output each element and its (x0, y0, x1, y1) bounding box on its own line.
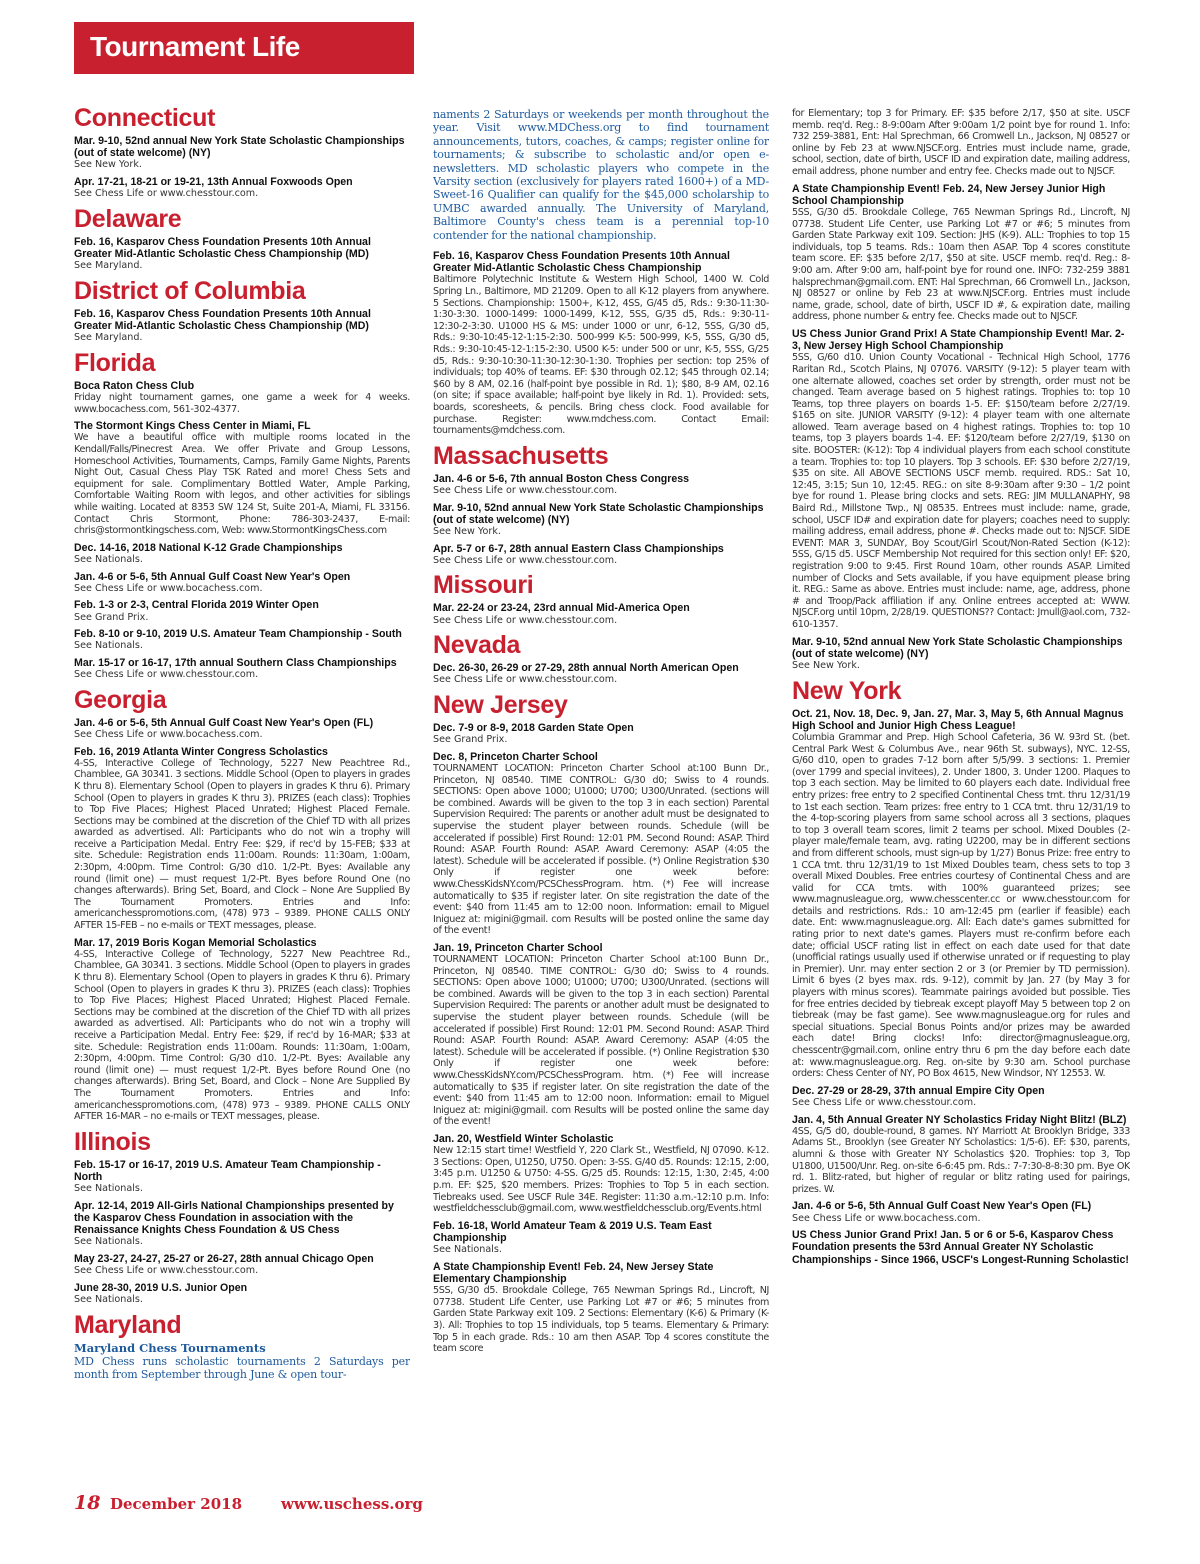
event-listing (74, 937, 410, 1123)
event-details: 4-SS, Interactive College of Technology, 5227 New Peachtree Rd., Chamblee, GA 30341. 3 sections. Middle School (Open to players in grades K thru 8). Elementary School (Open to players in grades K thru 6). Primary School (Open to players in grades K thru 3). PRIZES (each class): Trophies to Top Five Places; Highest Placed Unrated; Highest Placed Female. Sections may be combined at the discretion of the Chief TD with all prizes awarded as advertised. All: Participants who do not win a trophy will receive a Participation Medal. Entry Fee: $29, if rec'd by 16-MAR; $33 at site. Schedule: Registration ends 11:00am. Rounds: 11:30am, 1:00am, 2:30pm, 4:00pm. Time Control: G/30 d10. 1/2-Pt. Byes: Available any round (limit one) — must request 1/2-Pt. Byes before Round One (no changes afterwards). Bring Set, Board, and Clock – None Are Supplied By The Tournament Promoters. Entries and Info: americanchesspromotions.com, (478) 973 – 9389. PHONE CALLS ONLY AFTER 16-MAR – no e-mails or TEXT messages, please. (74, 948, 410, 1123)
event-details: See Chess Life or www.chesstour.com. (74, 669, 259, 681)
event-title: Jan. 4-6 or 5-6, 5th Annual Gulf Coast New Year's Open (74, 570, 351, 583)
event-title: Feb. 16-18, World Amateur Team & 2019 U.S. Team East Championship (433, 1219, 712, 1244)
state-heading: New Jersey (433, 690, 568, 719)
event-title: Jan. 4-6 or 5-6, 7th annual Boston Chess Congress (433, 472, 690, 485)
event-title: Dec. 14-16, 2018 National K-12 Grade Championships (74, 541, 343, 554)
event-details: See Grand Prix. (74, 611, 149, 623)
event-listing (433, 1261, 769, 1355)
event-details: See New York. (433, 525, 501, 537)
event-listing (433, 250, 769, 437)
event-title: The Stormont Kings Chess Center in Miami, FL (74, 420, 311, 433)
state-heading: Connecticut (74, 104, 216, 132)
event-title: Mar. 9-10, 52nd annual New York State Scholastic Championships (out of state welcome) (NY) (433, 501, 764, 526)
event-details: See Chess Life or www.bocachess.com. (792, 1212, 981, 1224)
event-title: Feb. 16, 2019 Atlanta Winter Congress Scholastics (74, 745, 328, 758)
event-listing (433, 722, 769, 746)
event-listing (74, 236, 410, 272)
event-title: Jan. 20, Westfield Winter Scholastic (433, 1132, 614, 1145)
state-heading: Georgia (74, 685, 167, 714)
event-details: See New York. (74, 159, 142, 171)
event-title: Boca Raton Chess Club (74, 379, 195, 392)
event-listing (74, 746, 410, 932)
event-details: See Nationals. (74, 1236, 143, 1248)
event-title: Jan. 19, Princeton Charter School (433, 941, 603, 954)
event-listing (433, 602, 769, 626)
feature-listing (74, 1342, 410, 1382)
event-title: Feb. 1-3 or 2-3, Central Florida 2019 Winter Open (74, 599, 319, 612)
event-title: Feb. 8-10 or 9-10, 2019 U.S. Amateur Team Championship - South (74, 628, 402, 641)
state-heading: Illinois (74, 1127, 151, 1156)
event-title: A State Championship Event! Feb. 24, New Jersey State Elementary Championship (433, 1260, 714, 1285)
event-title: May 23-27, 24-27, 25-27 or 26-27, 28th annual Chicago Open (74, 1252, 374, 1265)
state-heading: Florida (74, 348, 156, 377)
event-title: Dec. 8, Princeton Charter School (433, 750, 598, 763)
event-title: Mar. 17, 2019 Boris Kogan Memorial Scholastics (74, 936, 317, 949)
event-listing (74, 308, 410, 344)
event-listing (74, 420, 410, 537)
event-details: See Chess Life or www.chesstour.com. (433, 614, 618, 626)
listing-column-1 (74, 102, 410, 1490)
event-details: Friday night tournament games, one game a week for 4 weeks. www.bocachess.com, 561-302-4377. (74, 392, 410, 415)
event-listing (433, 502, 769, 538)
event-listing (74, 1159, 410, 1195)
event-listing (74, 599, 410, 623)
event-title: Apr. 17-21, 18-21 or 19-21, 13th Annual Foxwoods Open (74, 176, 353, 188)
state-heading: Maryland (74, 1310, 182, 1339)
event-details: We have a beautiful office with multiple rooms located in the Kendall/Falls/Pinecrest Area. We offer Private and Group Lessons, Homeschool Activities, Tournaments, Camps, Family Game Nights, Parents Night Out, Casual Chess Play TSK Rated and more! Chess Sets and equipment for sale. Complimentary Bottled Water, Ample Parking, Comfortable Waiting Room with legos, and other activities for siblings while waiting. Located at 8353 SW 124 St, Suite 201-A, Miami, FL 33156. Contact Chris Stormont, Phone: 786-303-2437, E-mail: chris@stormontkingschess.com, Web: www.StormontKingsChess.com (74, 432, 410, 537)
event-title: US Chess Junior Grand Prix! A State Championship Event! Mar. 2-3, New Jersey High School Championship (792, 327, 1125, 353)
event-listing (74, 571, 410, 595)
event-details: See Nationals. (74, 1183, 143, 1195)
state-heading: Delaware (74, 204, 182, 233)
event-details: 4-SS, Interactive College of Technology, 5227 New Peachtree Rd., Chamblee, GA 30341. 3 sections. Middle School (Open to players in grades K thru 8). Elementary School (Open to players in grades K thru 6). Primary School (Open to players in grades K thru 3). PRIZES (each class): Trophies to Top Five Places; Highest Placed Unrated; Highest Placed Female. Sections may be combined at the discretion of the Chief TD with all prizes awarded as advertised. All: Participants who do not win a trophy will receive a Participation Medal. Entry Fee: $29, if rec'd by 15-FEB; $33 at site. Schedule: Registration ends 11:00am. Rounds: 11:30am, 1:00am, 2:30pm, 4:00pm. Time Control: G/30 d10. 1/2-Pt. Byes: Available any round (limit one) — must request 1/2-Pt. Byes before Round One (no changes afterwards). Bring Set, Board, and Clock – None Are Supplied By The Tournament Promoters. Entries and Info: americanchesspromotions.com, (478) 973 – 9389. PHONE CALLS ONLY AFTER 15-FEB – no e-mails or TEXT messages, please. (74, 757, 410, 932)
event-listing (792, 328, 1130, 631)
event-details: 5SS, G/30 d5. Brookdale College, 765 Newman Springs Rd., Lincroft, NJ 07738. Student Life Center, use Parking Lot #7 or #6; 5 minutes from Garden State Parkway exit 109. 2 Sections: Elementary (K-6) & Primary (K-3). All: Trophies to top 15 individuals, top 5 teams. Elementary & Primary: Top 5 in each grade. Rds.: 10 am then ASAP. Top 4 scores constitute the team score (433, 1285, 769, 1355)
event-listing (74, 1200, 410, 1248)
event-title: Dec. 27-29 or 28-29, 37th annual Empire City Open (792, 1084, 1045, 1097)
event-listing (74, 657, 410, 681)
event-listing (792, 1200, 1130, 1224)
event-details: See Maryland. (74, 260, 143, 272)
event-listing (433, 1133, 769, 1215)
event-title: Mar. 9-10, 52nd annual New York State Scholastic Championships (out of state welcome) (NY) (792, 635, 1123, 660)
event-title: Dec. 26-30, 26-29 or 27-29, 28th annual North American Open (433, 662, 739, 675)
event-listing (433, 751, 769, 937)
feature-listing-title: Maryland Chess Tournaments (74, 1340, 266, 1355)
listing-column-3 (792, 108, 1130, 1496)
event-title: Oct. 21, Nov. 18, Dec. 9, Jan. 27, Mar. 3, May 5, 6th Annual Magnus High School and Junior High Chess League! (792, 707, 1124, 732)
event-title: Jan. 4-6 or 5-6, 5th Annual Gulf Coast New Year's Open (FL) (74, 716, 374, 729)
event-details: See Chess Life or www.chesstour.com. (792, 1096, 977, 1108)
event-title: Jan. 4, 5th Annual Greater NY Scholastics Friday Night Blitz! (BLZ) (792, 1113, 1127, 1126)
event-details: See Chess Life or www.chesstour.com. (433, 554, 618, 566)
event-listing (74, 1253, 410, 1277)
event-title: Feb. 16, Kasparov Chess Foundation Presents 10th Annual Greater Mid-Atlantic Scholastic Chess Championship (MD) (74, 307, 371, 332)
event-listing (792, 1229, 1130, 1266)
event-listing-continued (792, 108, 1130, 178)
state-heading: District of Columbia (74, 276, 306, 305)
event-details: TOURNAMENT LOCATION: Princeton Charter School at:100 Bunn Dr., Princeton, NJ 08540. TIME CONTROL: G/30 d0; Swiss to 4 rounds. SECTIONS: Open above 1000; U1000; U700; U300/Unrated. (sections will be combined. Awards will be given to the top 3 in each section) Parental Supervision Required: The parents or another adult must be designated to supervise the student player between rounds. Schedule (will be accelerated if possible) First Round: 12:01 PM. Second Round: ASAP. Third Round: ASAP. Fourth Round: ASAP. Award Ceremony: ASAP (4:05 the latest). Schedule will be accelerated if possible. (*) Online Registration $30 Only if register one week before: www.ChessKidsNY.com/PCSChessProgram. htm. (*) Fee will increase automatically to $35 if register later. On site registration the date of the event: $40 from 11:45 am to 12:00 noon. Information: email to Miguel Iniguez at: migini@gmail. com Results will be posted online the same day of the event! (433, 954, 769, 1128)
event-details: See Nationals. (74, 553, 143, 565)
state-heading: Missouri (433, 571, 534, 600)
event-details: See Chess Life or www.chesstour.com. (433, 484, 618, 496)
event-details: See Chess Life or www.chesstour.com. (74, 188, 259, 200)
event-details: See Chess Life or www.chesstour.com. (433, 674, 618, 686)
feature-listing-body: MD Chess runs scholastic tournaments 2 Saturdays per month from September through June & open tour- (74, 1354, 410, 1381)
event-listing (792, 1085, 1130, 1109)
event-listing (433, 473, 769, 497)
event-title: Jan. 4-6 or 5-6, 5th Annual Gulf Coast New Year's Open (FL) (792, 1200, 1092, 1213)
event-details: Columbia Grammar and Prep. High School Cafeteria, 36 W. 93rd St. (bet. Central Park West & Columbus Ave., near 96th St. subways), NYC. 12-SS, G/60 d10, open to grades 7-12 born after 5/5/99. 3 sections: 1. Premier (over 1799 and special invitees), 2. Under 1800, 3. Under 1200. Plaques to top 3 each section. May be limited to 60 players each date. Individual free entry prizes: free entry to 2 specified Continental Chess tmt. thru 12/31/19 to 1st each section. Team prizes: free entry to 1 CCA tmt. thru 12/31/19 to the 4-top-scoring players from same school across all 3 sections, plaques to top 3 overall team scores, limit 2 teams per school. Mixed Doubles (2-player male/female team, avg. rating U2200, may be in different sections and from different schools, must sign-up by 1/27) Bonus Prize: free entry to 1 CCA tmt. thru 12/31/19 to 1st Mixed Doubles team, chess sets to top 3 overall Mixed Doubles. Free entries courtesy of Continental Chess and are valid for CCA tmts. with 100% guaranteed prizes; see www.magnusleague.org, www.chesscenter.cc or www.chesstour.com for details and restrictions. Rds.: 10 am-12:45 pm (earlier if feasible) each date. Ent: www.magnusleague.org. All: Each date's games submitted for rating prior to next date's games. Players must re-confirm before each date; official USCF rating list in effect on each date used for that date (unofficial ratings usually used if otherwise unrated or if requesting to play in Premier). Unr. may enter section 2 or 3 (or Premier by TD permission). Limit 6 byes (2 byes max. rds. 9-12), commit by Jan. 27 (by May 3 for players with minus scores). Teammate pairings avoided but possible. Ties for free entries decided by tiebreak except playoff May 5 between top 2 on tiebreak (may be fast game). See www.magnusleague.org for rules and special situations. Special Bonus Points and/or prizes may be awarded each date! Bring clocks! Info: director@magnusleague.org, chesscentr@gmail.com, online entry thru 6 pm the day before each date at: www.magnusleague.org. Reg. on-site by 9:30 am. School purchase orders: Chess Center of NY, PO Box 4615, New Windsor, NY 12553. W. (792, 731, 1130, 1080)
event-listing (74, 542, 410, 566)
event-details: 4SS, G/5 d0, double-round, 8 games. NY Marriott At Brooklyn Bridge, 333 Adams St., Brooklyn (see Greater NY Scholastics: 1/5-6). EF: $30, parents, alumni & those with Greater NY Scholastics $20. Trophies: top 3, Top U1800, U1500/Unr. Reg. on-site 6-6:45 pm. Rds.: 7-7:30-8-8:30 pm. Bye OK rd. 1. Blitz-rated, but higher of regular or blitz rating used for pairings, prizes. W. (792, 1125, 1130, 1195)
event-listing (74, 717, 410, 741)
event-details: 5SS, G/30 d5. Brookdale College, 765 Newman Springs Rd., Lincroft, NJ 07738. Student Life Center, use Parking Lot #7 or #6; 5 minutes from Garden State Parkway exit 109. Section: JHS (K-9). ALL: Trophies to top 15 individuals, top 5 teams. Rds.: 10am then ASAP. Top 4 scores constitute team score. EF: $35 before 2/17, $50 at site. USCF memb. req'd. Reg.: 8-9:00 am. After 9:00 am, half-point bye for round one. INFO: 732-259 3881 halsprechman@gmail.com. ENT: Hal Sprechman, 66 Cromwell Ln., Jackson, NJ 08527 or online by Feb 23 at www.NJSCF.org. Entries must include name, grade, school, date of birth, USCF ID #, & expiration date, mailing address, phone number & entry fee. Checks made out to NJSCF. (792, 206, 1130, 323)
event-details: See Maryland. (74, 332, 143, 344)
event-details: 5SS, G/60 d10. Union County Vocational - Technical High School, 1776 Raritan Rd., Scotch Plains, NJ 07076. VARSITY (9-12): 5 player team with one alternate allowed, coaches set order by strength, order must not be changed. Team average based on 5 highest ratings. Trophies to: top 10 Teams, top three players on boards 1-5. EF: $150/team before 2/27/19. $165 on site. JUNIOR VARSITY (9-12): 4 player team with one alternate allowed. Team average based on 4 highest ratings. Trophies to: top 10 teams, top 3 players boards 1-4. EF: $120/team before 2/27/19, $130 on site. BOOSTER: (K-12): Top 4 individual players from each school constitute a team. Trophies to: top 10 players. Top 3 schools. EF: $30 before 2/27/19, $35 on site. All ABOVE SECTIONS USCF memb. required. RDS.: Sat 10, 12:45, 3:15; Sun 10, 12:45. REG.: on site 8-9:30am after 9:30 – 1/2 point bye for round 1. Please bring clocks and sets. REG: JIM MULLANAPHY, 98 Baird Rd., Millstone Twp., NJ 08535. Entrees must include: name, grade, school, USCF ID# and expiration date for players; coaches need to supply: mailing address, email address, phone #. Checks made out to: NJSCF. SIDE EVENT: MAR 3, SUNDAY, Boy Scout/Girl Scout/Non-Rated Section (K-12): 5SS, G/15 d5. USCF Membership Not required for this section only! EF: $20, registration 9:00 to 9:45. First Round 10am, other rounds ASAP. Limited number of Clocks and Sets available, if you have equipment please bring it. REG.: Same as above. Entries must include: name, age, address, phone # and Troop/Pack affiliation if any. Online entrees accepted at: WWW. NJSCF.org until 10pm, 2/28/19. QUESTIONS?? Contact: Jmull@aol.com, 732-610-1357. (792, 352, 1130, 630)
event-title: Mar. 9-10, 52nd annual New York State Scholastic Championships (out of state welcome) (NY) (74, 135, 405, 160)
event-details: See Grand Prix. (433, 734, 508, 746)
event-title: Mar. 15-17 or 16-17, 17th annual Southern Class Championships (74, 656, 397, 669)
state-heading: Nevada (433, 631, 521, 660)
event-listing (433, 1220, 769, 1256)
event-title: Dec. 7-9 or 8-9, 2018 Garden State Open (433, 721, 634, 734)
event-listing (433, 543, 769, 567)
state-heading: New York (792, 676, 902, 705)
event-listing (792, 636, 1130, 672)
website-url: www.uschess.org (281, 1495, 423, 1513)
event-details: See New York. (792, 659, 860, 671)
event-listing (433, 662, 769, 686)
issue-date: December 2018 (110, 1495, 243, 1513)
event-listing (792, 183, 1130, 323)
event-title: Apr. 5-7 or 6-7, 28th annual Eastern Class Championships (433, 542, 724, 555)
event-details: See Chess Life or www.chesstour.com. (74, 1265, 259, 1277)
feature-listing-body: naments 2 Saturdays or weekends per month throughout the year. Visit www.MDChess.org to find tournament announcements, tutors, coaches, & camps; register online for tournaments; & subscribe to scholastic and/or open e-newsletters. MD scholastic players who compete in the Varsity section (exclusively for players rated 1600+) of a MD-Sweet-16 Qualifier can qualify for the $45,000 scholarship to UMBC awarded annually. The University of Maryland, Baltimore County's chess team is a perennial top-10 contender for the national championship. (433, 108, 769, 242)
state-heading: Massachusetts (433, 441, 609, 470)
event-details: for Elementary; top 3 for Primary. EF: $35 before 2/17, $50 at site. USCF memb. req'd. Reg.: 8-9:00am After 9:00am 1/2 point bye for round 1. Info: 732 259-3881, Ent: Hal Sprechman, 66 Cromwell Ln., Jackson, NJ 08527 or online by Feb 23 at www.NJSCF.org. Entries must include name, grade, school, section, date of birth, USCF ID and expiration date, mailing address, email address, phone number and entry fee. Checks made out to NJSCF. (792, 108, 1130, 177)
page-footer (74, 1492, 574, 1522)
section-title: Tournament Life (90, 31, 300, 62)
event-title: Apr. 12-14, 2019 All-Girls National Championships presented by the Kasparov Chess Foundation in association with the Renaissance Knights Chess Foundation & US Chess (74, 1199, 394, 1237)
event-details: See Nationals. (74, 1293, 143, 1305)
event-details: New 12:15 start time! Westfield Y, 220 Clark St., Westfield, NJ 07090. K-12. 3 Sections: Open, U1250, U750. Open: 3-SS. G/40 d5. Rounds: 12:15, 2:00, 3:45 p.m. U1250 & U750: 4-SS. G/25 d5. Rounds: 12:15, 1:30, 2:45, 4:00 p.m. EF: $25, $20 members. Prizes: Trophies to Top 5 in each section. Tiebreaks used. See USCF Rule 34E. Register: 11:30 a.m.-12:10 p.m. Info: westfieldchessclub@gmail.com, www.westfieldchessclub.org/Events.html (433, 1145, 769, 1215)
event-details: See Nationals. (433, 1244, 502, 1256)
event-title: US Chess Junior Grand Prix! Jan. 5 or 6 or 5-6, Kasparov Chess Foundation presents the 53rd Annual Greater NY Scholastic Championships - Since 1966, USCF's Longest-Running Scholastic! (792, 1229, 1129, 1266)
event-listing (792, 708, 1130, 1080)
event-title: June 28-30, 2019 U.S. Junior Open (74, 1281, 248, 1294)
event-details: See Chess Life or www.bocachess.com. (74, 582, 263, 594)
page-number: 18 (74, 1492, 101, 1514)
feature-listing (433, 108, 769, 242)
event-title: Feb. 15-17 or 16-17, 2019 U.S. Amateur Team Championship - North (74, 1158, 381, 1183)
event-listing (433, 942, 769, 1128)
event-details: TOURNAMENT LOCATION: Princeton Charter School at:100 Bunn Dr., Princeton, NJ 08540. TIME CONTROL: G/30 d0; Swiss to 4 rounds. SECTIONS: Open above 1000; U1000; U700; U300/Unrated. (sections will be combined. Awards will be given to the top 3 in each section) Parental Supervision Required: The parents or another adult must be designated to supervise the student player between rounds. Schedule (will be accelerated if possible) First Round: 12:01 PM. Second Round: ASAP. Third Round: ASAP. Fourth Round: ASAP. Award Ceremony: ASAP (4:05 the latest). Schedule will be accelerated if possible. (*) Online Registration $30 Only if register one week before: www.ChessKidsNY.com/PCSChessProgram. htm. (*) Fee will increase automatically to $35 if register later. On site registration the date of the event: $40 from 11:45 am to 12:00 noon. Information: email to Miguel Iniguez at: migini@gmail. com Results will be posted online the same day of the event! (433, 762, 769, 937)
event-listing (792, 1114, 1130, 1196)
event-details: See Chess Life or www.bocachess.com. (74, 728, 263, 740)
event-title: A State Championship Event! Feb. 24, New Jersey Junior High School Championship (792, 182, 1106, 207)
event-details: Baltimore Polytechnic Institute & Western High School, 1400 W. Cold Spring Ln., Baltimore, MD 21209. Open to all K-12 players from anywhere. 5 Sections. Championship: 1500+, K-12, 4SS, G/45 d5, Rds.: 9:30-11:30-1:30-3:30. 1000-1499: 1000-1499, K-12, 5SS, G/35 d5, Rds.: 9:30-11-12:30-2-3:30. U1000 HS & MS: under 1000 or unr, 6-12, 5SS, G/30 d5, Rds.: 9:30-10:45-12-1:15-2:30. 500-999 K-5: 500-999, K-5, 5SS, G/30 d5, Rds.: 9:30-10:45-12-1:15-2:30. U500 K-5: under 500 or unr, K-5, 5SS, G/25 d5, Rds.: 9:30-10:30-11:30-12:30-1:30. Trophies per section: top 25% of individuals; top 40% of teams. EF: $30 through 02.12; $45 through 02.14; $60 by 8 AM, 02.16 (half-point bye possible in Rd. 1); $80, 8-9 AM, 02.16 (on site; if space available; half-point bye likely in Rd. 1). Provided: sets, boards, scoresheets, & pencils. Bring chess clock. Food available for purchase. Register: www.mdchess.com. Contact Email: tournaments@mdchess.com. (433, 274, 769, 437)
section-header-banner (74, 22, 414, 74)
event-listing (74, 135, 410, 171)
event-listing (74, 380, 410, 415)
event-details: See Nationals. (74, 640, 143, 652)
event-title: Feb. 16, Kasparov Chess Foundation Presents 10th Annual Greater Mid-Atlantic Scholastic Chess Championship (MD) (74, 235, 371, 260)
event-listing (74, 176, 410, 200)
event-title: Feb. 16, Kasparov Chess Foundation Presents 10th Annual Greater Mid-Atlantic Scholastic Chess Championship (433, 250, 730, 275)
event-title: Mar. 22-24 or 23-24, 23rd annual Mid-America Open (433, 602, 690, 615)
event-listing (74, 1282, 410, 1306)
listing-column-2 (433, 108, 769, 1496)
event-listing (74, 628, 410, 652)
